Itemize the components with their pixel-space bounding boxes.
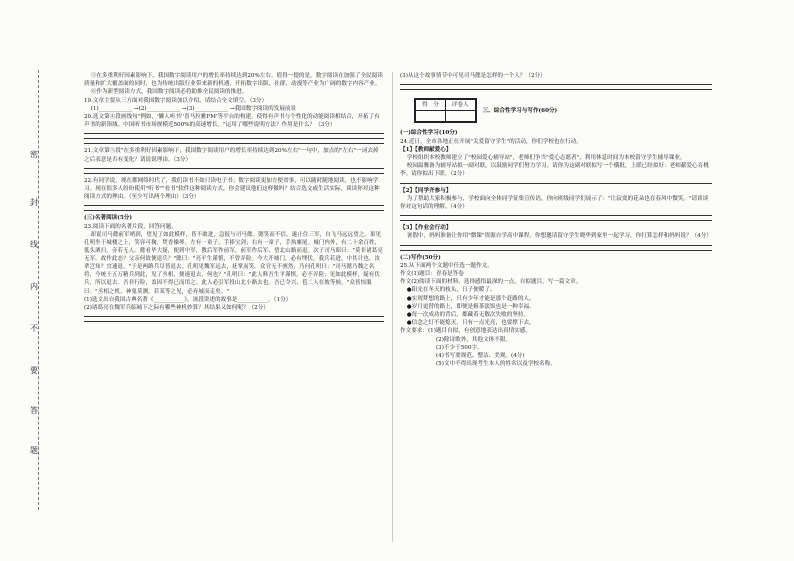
answer-line[interactable] bbox=[400, 84, 712, 85]
question-19-fill: (1)____________ →(2)____________ →(3)____________ →我国数字阅读的发展前景 bbox=[90, 105, 297, 112]
material-item: ●阳光在冬天的枝头，日子便暖了。 bbox=[406, 287, 496, 294]
essay-topic: 作文(2)阅读下面的材料，选择感悟最深的一点，自拟题目，写一篇文章。 bbox=[400, 279, 582, 286]
answer-line[interactable] bbox=[84, 173, 384, 174]
margin-char: 答 bbox=[30, 406, 38, 415]
question-23-3: (3)从这个故事情节中可见司马懿是怎样的一个人？（2分） bbox=[400, 73, 546, 79]
binding-margin bbox=[0, 0, 52, 561]
question-23-2: (2)诸葛亮在魏军兵临城下之际有哪些神机妙算？其结果又如何呢？（2分） bbox=[84, 304, 269, 311]
question-20: 20.选文第④段画线句"例如，'懒人听书''喜马拉雅FM'等平台的构建，使得有声书与个性化的动能阅读相结合，开拓了有声书的新领域。中国听书市场规模近500%的高速增长。"运用了哪些说明方法？作用是什么？（3分） bbox=[84, 114, 380, 129]
right-column bbox=[400, 72, 712, 368]
grader-label: 评卷人 bbox=[445, 100, 475, 111]
answer-line[interactable] bbox=[84, 143, 384, 144]
score-box bbox=[414, 98, 477, 123]
answer-line[interactable] bbox=[400, 215, 712, 216]
requirement-item: (4)书写要规范、整洁、美观。(4分) bbox=[436, 353, 525, 360]
task-text: 暑假中，妈妈准备让你用"微课"资源自学高中课程。你想邀请留守学生晓华到家里一起学习，你打算怎样和妈妈说？（4分） bbox=[406, 233, 712, 240]
intro-item: ⑤在多重利好因素影响下，我国数字阅读用户的增长率持续达到20%左右。值得一提的是，数字阅读在加强了全民阅读质量和扩大覆盖面的同时，也为传统出版行业带来新的机遇，开拓数字出版、社群、动漫等产业为广阔的数字内容产业。 bbox=[84, 73, 383, 88]
question-23-1: (1)选文出自我国古典名著《___________》，该段讲述的故事是___________。（1分） bbox=[84, 296, 292, 303]
question-22: 22.有同学说，现在都网络时代了，我们读书不如只读电子书；数字阅读更加方便省事，可以随时随地阅读，也不影响学习。现在很多人纷纷使用"听书""看书"软件这种阅读方式，你会建议他们这样做吗？结合选文或生活实际，谈谈你对这种阅读方式的理由。（至少写出两个理由）（3分） bbox=[84, 177, 380, 201]
answer-line[interactable] bbox=[400, 89, 712, 90]
seal-line bbox=[38, 70, 39, 510]
section-heading: 三、综合性学习与写作(60分) bbox=[482, 107, 558, 114]
answer-line[interactable] bbox=[400, 250, 712, 251]
task-text: 学校组织本校教师建立了"校园爱心辅导站"，老师们争当"爱心志愿者"，利用休息时间为本校留守学生辅导课业。 bbox=[406, 155, 686, 162]
material-item: ●信念之灯不能熄灭，只有一点光亮，也要撑下去。 bbox=[406, 320, 535, 327]
sub-heading: (二)写作(50分) bbox=[400, 254, 441, 261]
question-19: 19.文章主要从三方面对我国数字阅读加以介绍，请结合全文填空。（3分） bbox=[84, 97, 268, 104]
answer-line[interactable] bbox=[84, 316, 384, 317]
section-heading: (三)名著阅读(5分) bbox=[84, 215, 133, 222]
margin-char: 题 bbox=[30, 446, 38, 455]
answer-line[interactable] bbox=[400, 220, 712, 221]
task-title: 【1】【教师献爱心】 bbox=[400, 146, 452, 153]
left-column bbox=[84, 72, 384, 325]
requirement-item: (5)文中不得出现考生本人的姓名以及学校名称。 bbox=[436, 361, 556, 368]
sub-heading: (一)综合性学习(10分) bbox=[400, 130, 458, 137]
material-item: ●实现梦想的路上，只有少年才能是那个赶路的人。 bbox=[406, 295, 535, 302]
task-title: 【3】【作业会行动】 bbox=[400, 225, 452, 232]
answer-line[interactable] bbox=[84, 210, 384, 211]
margin-char: 不 bbox=[30, 324, 38, 333]
reading-passage: 却说司马懿前军哨到，望见了如此模样，皆不敢进，急报与司马懿。懿笑而不信，遂止住三军，自飞马远远望之。果见孔明坐于城楼之上，笑容可掬，焚香操琴。左有一童子，手捧宝剑；右有一童子，手执麈尾。城门内外，有二十余百姓，低头洒扫，旁若无人。懿看毕大疑，便到中军，教后军作前军，前军作后军，望北山路而退。次子司马昭曰："莫非诸葛亮无军，故作此态？父亲何故便退兵？"懿曰："亮平生谨慎，不曾弄险。今大开城门，必有埋伏。我兵若进，中其计也。汝辈岂知？宜速退。"于是两路兵尽皆退去。孔明见魏军远去，抚掌而笑。众官无不骇然，乃问孔明曰："司马懿乃魏之名将，今统十五万精兵到此，见了丞相，便速退去，何也？"孔明曰："此人料吾生平谨慎，必不弄险；见如此模样，疑有伏兵，所以退去。吾非行险，盖因不得已而用之。此人必引军投山北小路去也。吾已令兴、苞二人在彼等候。"众皆惊服曰："丞相之机，神鬼莫测。若某等之见，必弃城而走矣。" bbox=[84, 231, 383, 295]
answer-line[interactable] bbox=[400, 183, 712, 184]
answer-line[interactable] bbox=[84, 138, 384, 139]
essay-topic: 作文(1)题目：青春是答卷 bbox=[400, 271, 464, 278]
question-23: 23.阅读下面的名著片段，回答问题。 bbox=[84, 223, 177, 230]
requirement-item: (3)不少于500字。 bbox=[436, 344, 483, 351]
answer-line[interactable] bbox=[84, 133, 384, 134]
margin-char: 封 bbox=[30, 198, 38, 207]
score-row bbox=[400, 96, 712, 125]
answer-line[interactable] bbox=[400, 245, 712, 246]
margin-char: 密 bbox=[30, 150, 38, 159]
question-21: 21.文章第⑤段"在多重利好因素影响下，我国数字阅读用户的增长率持续达到20%左右"一句中，加点的"左右"一词去掉之后表意是否有变化？请说说理由。（3分） bbox=[84, 148, 379, 163]
answer-line[interactable] bbox=[84, 321, 384, 322]
score-label: 得 分 bbox=[416, 100, 446, 111]
answer-line[interactable] bbox=[84, 168, 384, 169]
requirement-item: (2)除诗歌外，其他文体不限。 bbox=[436, 336, 512, 343]
margin-char: 线 bbox=[30, 240, 38, 249]
task-text: 为了帮助大家积极参与，学校面向全体同学征集宣传语，你向班级同学们展示了："让寂寞的花朵也在春风中微笑。"请谈谈你对这句话的理解。（4分） bbox=[400, 195, 709, 211]
material-item: ●岁月更替的路上，即便是粗茶淡饭也是一种幸福。 bbox=[406, 303, 535, 310]
task-title: 【2】【同学齐参与】 bbox=[400, 187, 452, 194]
margin-char: 内 bbox=[30, 282, 38, 291]
material-item: ●每一次成功的背后，都藏着无数次失败的坚持。 bbox=[406, 312, 530, 319]
intro-item: ⑥作为新型阅读方式，我国数字阅读必将助推全民阅读的推进。 bbox=[90, 89, 248, 96]
question-25: 25.从下面两个文题中任选一题作文。 bbox=[400, 262, 493, 269]
answer-line[interactable] bbox=[84, 205, 384, 206]
grader-cell[interactable] bbox=[445, 111, 475, 122]
margin-char: 要 bbox=[30, 366, 38, 375]
essay-requirements: 作文要求：(1)题目自拟，有创意地表达出真情实感。 bbox=[400, 328, 531, 335]
question-24: 24.近日，全市各地正在开展"关爱留守学生"的活动，你们学校也在行动。 bbox=[400, 138, 582, 145]
task-question: 校园温馨备为辅导站拟一副对联，以鼓励同学们努力学习。请你为这副对联拟写一个横批，上联已经拟好：老师献爱心育桃李。请你拟出下联。（2分） bbox=[400, 163, 709, 178]
column-divider bbox=[392, 72, 393, 542]
score-cell[interactable] bbox=[416, 111, 446, 122]
